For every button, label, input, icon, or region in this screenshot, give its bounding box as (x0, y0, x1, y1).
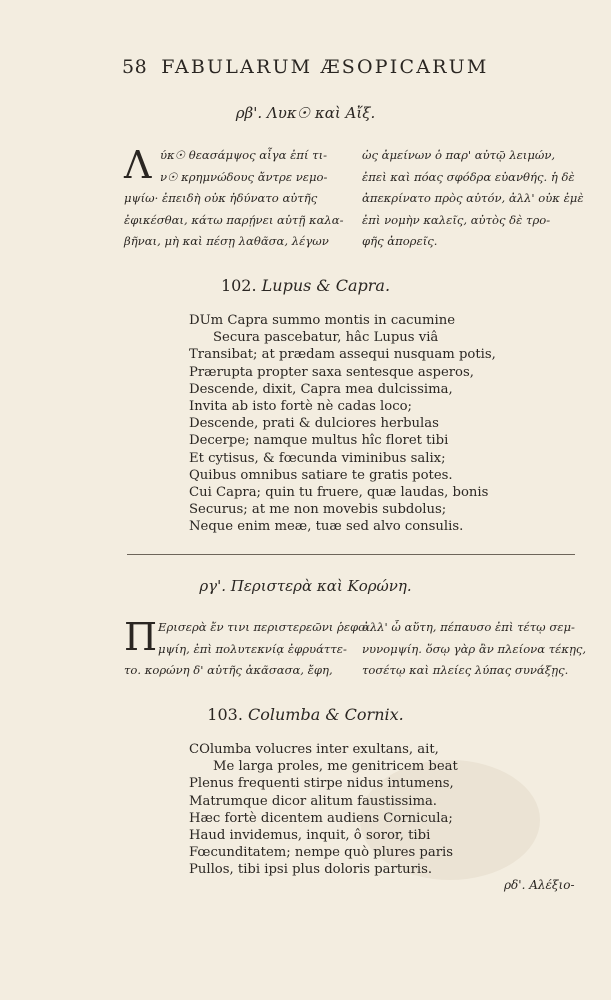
verse-line: Descende, dixit, Capra mea dulcissima, (189, 381, 453, 397)
verse-line: Securus; at me non movebis subdolus; (189, 502, 447, 518)
fable-102-latin-title (0, 276, 611, 295)
verse-line: Descende, prati & dulciores herbulas (189, 416, 439, 432)
verse-line: Cui Capra; quin tu fruere, quæ laudas, bonis (189, 485, 489, 501)
verse-line: Transibat; at prædam assequi nusquam potis, (189, 347, 496, 363)
fable-103-latin-verse (189, 741, 458, 879)
fable-102-latin-verse (189, 312, 496, 536)
fable-102-greek-left-continued (124, 188, 344, 253)
fable-103-latin-title (0, 705, 611, 724)
fable-103-greek-left-column (158, 617, 369, 660)
greek-line: βῆναι, μὴ καὶ πέσῃ λαθᾶσα, λέγων (124, 234, 329, 248)
verse-line: Plenus frequenti stirpe nidus intumens, (189, 776, 454, 792)
fable-name: Lupus & Capra. (261, 276, 391, 295)
verse-line: Fœcunditatem; nempe quò plures paris (189, 845, 454, 861)
fable-name: Columba & Cornix. (248, 705, 404, 724)
greek-line: το. κορώνη δ' αὐτῆς ἀκᾶσασα, ἔφη, (124, 663, 333, 677)
verse-line: Matrumque dicor alitum faustissima. (189, 793, 437, 809)
verse-line: Quibus omnibus satiare te gratis potes. (189, 467, 453, 483)
fable-103-greek-title: ργ'. Περιστερὰ καὶ Κορώνη. (199, 577, 412, 595)
greek-line: μψίω· ἐπειδὴ οὐκ ἠδύνατο αὐτῆς (124, 191, 318, 205)
greek-line: φῆς ἀπορεῖς. (362, 234, 438, 248)
fable-number: 102. (220, 276, 257, 295)
greek-line: ν☉ κρημνώδους ἄντρε νεμο- (160, 169, 328, 184)
greek-line: ἐπὶ νομὴν καλεῖς, αὐτὸς δὲ τρο- (362, 212, 551, 227)
greek-line: ὡς ἀμείνων ὁ παρ' αὐτῷ λειμών, (362, 148, 556, 162)
fable-103-greek-left-continued (124, 660, 333, 682)
greek-line: νυνομψίη. ὅσῳ γὰρ ἂν πλείονα τέκῃς, (362, 641, 587, 656)
verse-line: Et cytisus, & fœcunda viminibus salix; (189, 450, 446, 466)
greek-line: ύκ☉ θεασάμψος αἶγα ἐπί τι- (160, 148, 328, 162)
fable-103-greek-dropcap: Π (124, 615, 158, 659)
verse-line: COlumba volucres inter exultans, ait, (189, 742, 439, 757)
section-divider (127, 554, 575, 555)
verse-line: DUm Capra summo montis in cacumine (189, 313, 456, 328)
verse-line: Me larga proles, me genitricem beat (213, 759, 458, 775)
verse-line: Neque enim meæ, tuæ sed alvo consulis. (189, 519, 464, 535)
greek-line: Ερισερὰ ἔν τινι περιστερεῶνι ῥεφο- (158, 620, 370, 634)
page-header (122, 56, 542, 78)
greek-line: ἐπεὶ καὶ πόας σφόδρα εὐανθής. ἡ δὲ (362, 169, 575, 184)
verse-line: Invita ab isto fortè nè cadas loco; (189, 399, 412, 415)
catchword: ρδ'. Αλέξιο- (504, 878, 575, 892)
fable-103-greek-right-column (362, 617, 586, 682)
greek-line: ἀπεκρίνατο πρὸς αὐτόν, ἀλλ' οὐκ ἐμὲ (362, 191, 584, 205)
greek-line: μψίη, ἐπὶ πολυτεκνίᾳ ἐφρυάττε- (158, 641, 347, 656)
verse-line: Prærupta propter saxa sentesque asperos, (189, 364, 474, 380)
fable-102-greek-dropcap: Λ (124, 143, 152, 187)
greek-line: ἐφικέσθαι, κάτω παρῄνει αὐτῇ καλα- (124, 212, 344, 227)
fable-102-greek-left-column (160, 145, 327, 188)
fable-number: 103. (207, 705, 243, 724)
verse-line: Decerpe; namque multus hîc floret tibi (189, 433, 449, 449)
verse-line: Secura pascebatur, hâc Lupus viâ (213, 330, 439, 346)
fable-102-greek-title: ρβ'. Λυκ☉ καὶ Αἴξ. (235, 104, 376, 122)
page-number: 58 (122, 56, 148, 78)
fable-102-greek-right-column (362, 145, 584, 253)
verse-line: Pullos, tibi ipsi plus doloris parturis. (189, 862, 433, 878)
verse-line: Hæc fortè dicentem audiens Cornicula; (189, 810, 453, 826)
verse-line: Haud invidemus, inquit, ô soror, tibi (189, 828, 431, 844)
greek-line: τοσέτῳ καὶ πλείες λύπας συνάξῃς. (362, 663, 569, 677)
greek-line: ἀλλ' ὦ αὕτη, πέπαυσο ἐπὶ τέτῳ σεμ- (362, 620, 575, 634)
running-title: FABULARUM ÆSOPICARUM (161, 56, 489, 78)
